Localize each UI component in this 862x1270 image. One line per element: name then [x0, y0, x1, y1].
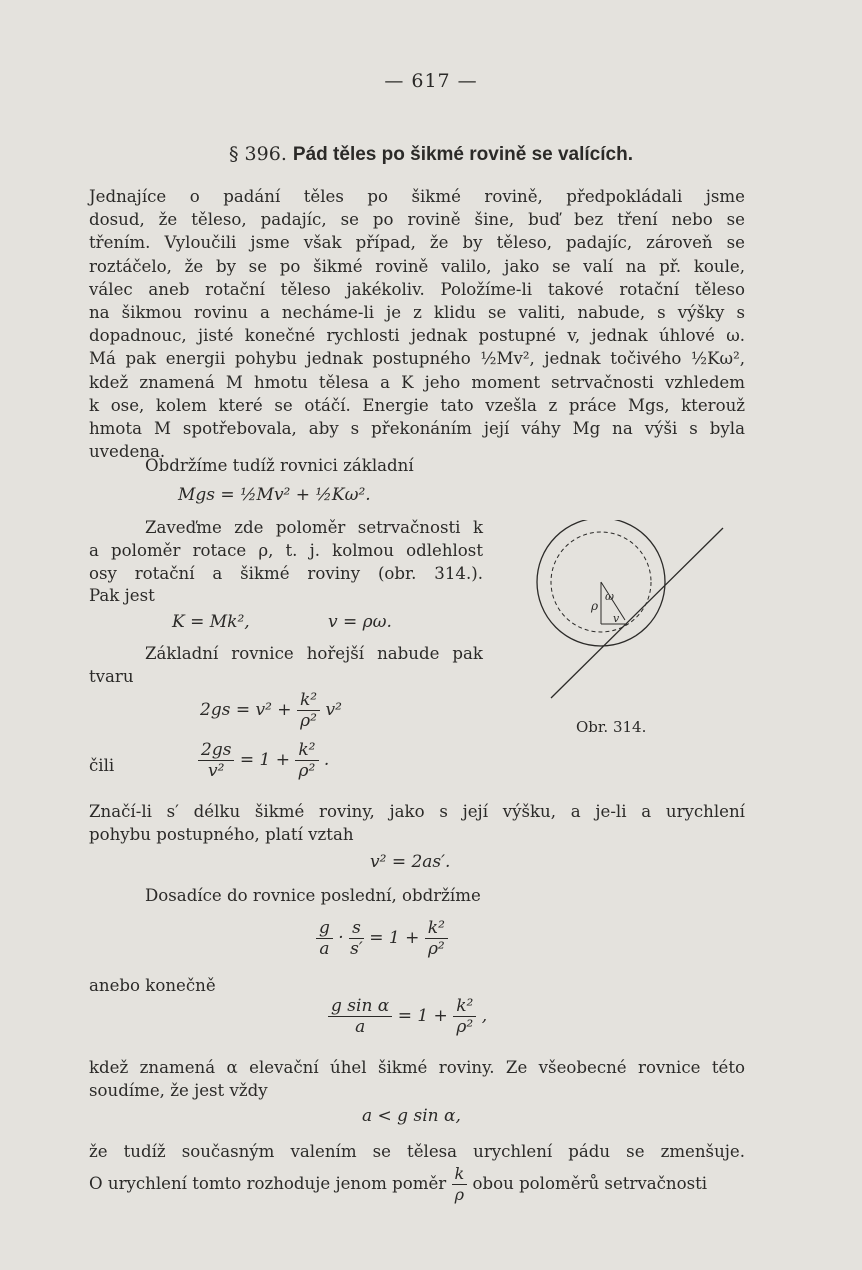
figure-caption: Obr. 314.	[576, 718, 647, 736]
text-line: pohybu postupného, platí vztah	[89, 825, 354, 845]
fraction	[198, 740, 234, 781]
fraction	[425, 918, 448, 959]
paragraph-elevation	[89, 1056, 745, 1102]
text-line: třením. Vyloučili jsme však případ, že by těleso, padajíc, zároveň se	[89, 233, 745, 253]
fraction-denominator: a	[355, 1017, 366, 1037]
fraction	[316, 918, 333, 959]
fraction-denominator: a	[319, 939, 330, 959]
text-basic-equation-intro: Obdržíme tudíž rovnici základní	[145, 456, 414, 475]
paragraph-intro	[89, 185, 745, 463]
equation-part: .	[323, 750, 330, 770]
equation-final	[328, 996, 487, 1037]
fraction-denominator: ρ²	[456, 1017, 474, 1037]
text-part: O urychlení tomto rozhoduje jenom poměr	[89, 1174, 447, 1193]
text-line: osy rotační a šikmé roviny (obr. 314.).	[89, 564, 483, 583]
equation-part: 2gs = v² +	[200, 700, 292, 720]
text-line: Zaveďme zde poloměr setrvačnosti k	[145, 518, 483, 537]
fraction-numerator: g sin α	[328, 996, 392, 1017]
label-v: v	[613, 612, 620, 625]
fraction-numerator: 2gs	[198, 740, 234, 761]
figure-314-diagram	[535, 520, 735, 720]
fraction-numerator: k²	[295, 740, 318, 761]
text-line: uvedena.	[89, 442, 166, 462]
fraction	[349, 918, 364, 959]
equation-part: = 1 +	[397, 1006, 448, 1026]
paragraph-incline	[89, 800, 745, 846]
fraction	[297, 690, 320, 731]
text-line: Základní rovnice hořejší nabude pak	[145, 644, 483, 663]
page-number: — 617 —	[384, 70, 478, 92]
fraction-numerator: k²	[453, 996, 476, 1017]
text-anebo: anebo konečně	[89, 976, 216, 995]
equation-ratio	[198, 740, 329, 781]
text-line: kdež znamená M hmotu tělesa a K jeho moment setrvačnosti vzhledem	[89, 372, 745, 392]
fraction-denominator: v²	[208, 761, 225, 781]
fraction-numerator: k²	[297, 690, 320, 711]
label-rho: ρ	[591, 599, 599, 613]
text-line: Značí-li s′ délku šikmé roviny, jako s její výšku, a je-li a urychlení	[89, 802, 745, 821]
equation-part: = 1 +	[239, 750, 290, 770]
equation-part: ,	[481, 1006, 488, 1026]
fraction	[453, 996, 476, 1037]
equation-2gs	[200, 690, 342, 731]
text-line: válec aneb rotační těleso jakékoliv. Položíme-li takové rotační těleso	[89, 279, 745, 299]
fraction-denominator: ρ²	[427, 939, 445, 959]
fraction-numerator: s	[349, 918, 364, 939]
fraction-numerator: g	[316, 918, 333, 939]
equation-v-squared: v² = 2as′.	[370, 852, 451, 872]
equation-energy: Mgs = ½Mv² + ½Kω².	[178, 485, 371, 505]
incline-line	[551, 528, 723, 698]
text-last-line	[89, 1164, 745, 1205]
text-line: Pak jest	[89, 586, 155, 605]
fraction-numerator: k	[452, 1164, 468, 1185]
fraction	[328, 996, 392, 1037]
equation-substituted	[316, 918, 448, 959]
text-part: obou poloměrů setrvačnosti	[472, 1174, 708, 1193]
text-line: dopadnouc, jisté konečné rychlosti jednak postupné v, jednak úhlové ω.	[89, 326, 745, 346]
text-line: že tudíž současným valením se tělesa urychlení pádu se zmenšuje.	[89, 1142, 745, 1161]
text-line: k ose, kolem které se otáčí. Energie tato vzešla z práce Mgs, kterouž	[89, 395, 745, 415]
text-line: hmota M spotřebovala, aby s překonáním její váhy Mg na výši s byla	[89, 419, 745, 439]
text-line: soudíme, že jest vždy	[89, 1081, 268, 1101]
text-line: kdež znamená α elevační úhel šikmé roviny. Ze všeobecné rovnice této	[89, 1058, 745, 1077]
paragraph-conclusion	[89, 1140, 745, 1163]
equation-part: = 1 +	[369, 928, 420, 948]
fraction-denominator: ρ²	[298, 761, 316, 781]
equation-moment: K = Mk²,	[172, 612, 250, 632]
fraction-denominator: ρ	[454, 1185, 465, 1204]
text-dosadice: Dosadíce do rovnice poslední, obdržíme	[145, 886, 481, 905]
text-line: roztáčelo, že by se po šikmé rovině valilo, jako se valí na př. koule,	[89, 256, 745, 276]
text-line: tvaru	[89, 667, 134, 686]
fraction-k-rho	[452, 1164, 468, 1205]
label-omega: ω	[605, 590, 614, 603]
equation-part: ·	[338, 928, 344, 948]
section-title: Pád těles po šikmé rovině se valících.	[292, 144, 633, 165]
section-number: § 396.	[229, 143, 287, 165]
text-cili: čili	[89, 756, 115, 775]
fraction-denominator: s′	[350, 939, 363, 959]
text-line: a poloměr rotace ρ, t. j. kolmou odlehlost	[89, 541, 483, 560]
equation-velocity: v = ρω.	[328, 612, 392, 632]
fraction-denominator: ρ²	[300, 711, 317, 731]
fraction-numerator: k²	[425, 918, 448, 939]
equation-inequality: a < g sin α,	[362, 1106, 461, 1126]
text-line: Jednajíce o padání těles po šikmé rovině, předpokládali jsme	[89, 187, 745, 206]
equation-part: v²	[325, 700, 342, 720]
fraction	[295, 740, 318, 781]
text-line: Má pak energii pohybu jednak postupného ½Mv², jednak točivého ½Kω²,	[89, 349, 745, 369]
section-heading	[0, 143, 862, 166]
text-line: dosud, že těleso, padajíc, se po rovině šine, buď bez tření nebo se	[89, 210, 745, 230]
text-line: na šikmou rovinu a necháme-li je z klidu se valiti, nabude, s výšky s	[89, 303, 745, 323]
